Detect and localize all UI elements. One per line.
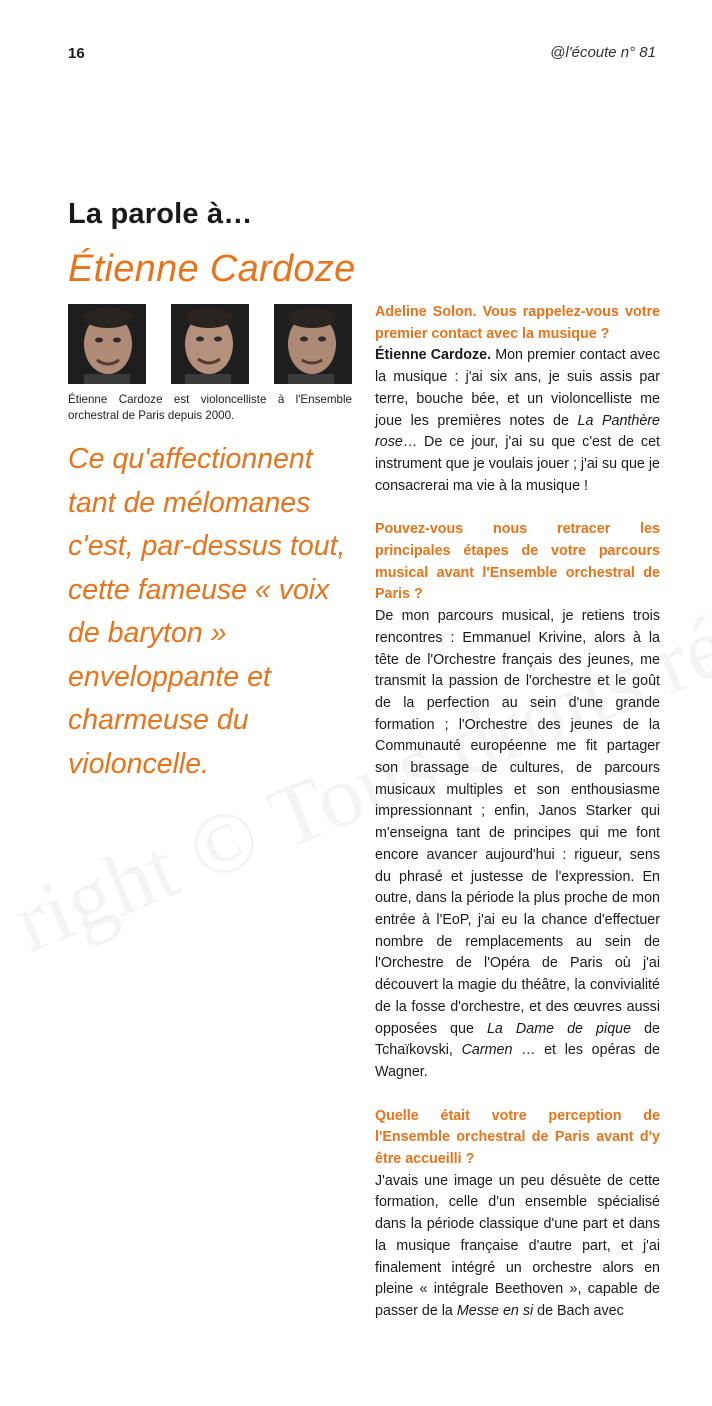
answer-3-text: J'avais une image un peu désuète de cette formation, celle d'un ensemble spécialisé dans la période classique d'une part et dans la musique française d'autre part, et j'ai finalement intégré un orchestre alors en pleine « intégrale Beethoven », capable de passer de la bbox=[375, 1172, 660, 1319]
pull-quote: Ce qu'affectionnent tant de mélomanes c'est, par-dessus tout, cette fameuse « voix de baryton » enveloppante et charmeuse du violoncelle. bbox=[68, 443, 346, 780]
answer-1 bbox=[375, 345, 660, 497]
article-kicker: La parole à… bbox=[68, 198, 253, 230]
page-number: 16 bbox=[68, 45, 85, 62]
answer-1-speaker: Étienne Cardoze. bbox=[375, 347, 492, 364]
portrait-strip bbox=[68, 304, 352, 384]
question-2: Pouvez-vous nous retracer les principales étapes de votre parcours musical avant l'Ensemble orchestral de Paris ? bbox=[375, 521, 660, 603]
answer-2-text-mid: de Tchaïkovski, bbox=[375, 1020, 660, 1059]
answer-2-text: De mon parcours musical, je retiens trois rencontres : Emmanuel Krivine, alors à la tête de l'Orchestre français des jeunes, me transmit la passion de l'orchestre et le goût de la perfection au sein d'une grande formation ; l'Orchestre des jeunes de la Communauté européenne me fit partager son brassage de cultures, de parcours musicaux multiples et son enthousiasme impressionnant ; enfin, Janos Starker qui m'enseigna tant de principes qui me font encore avancer aujourd'hui : rigueur, sens du phrasé et justesse de l'expression. En outre, dans la période la plus proche de mon entrée à l'EoP, j'ai eu la chance d'effectuer nombre de remplacements au sein de l'Orchestre de l'Opéra de Paris où j'ai découvert la magie du théâtre, la convivialité de la fosse d'orchestre, et des œuvres aussi opposées que bbox=[375, 608, 660, 1037]
answer-2 bbox=[375, 606, 660, 1083]
answer-2-title-1: La Dame de pique bbox=[486, 1020, 632, 1037]
photo-caption: Étienne Cardoze est violoncelliste à l'Ensemble orchestral de Paris depuis 2000. bbox=[68, 393, 352, 422]
question-1: Adeline Solon. Vous rappelez-vous votre premier contact avec la musique ? bbox=[375, 304, 660, 342]
portrait-photo bbox=[68, 304, 146, 384]
portrait-photo bbox=[274, 304, 352, 384]
answer-3-title: Messe en si bbox=[456, 1302, 534, 1319]
journal-issue: @l'écoute n° 81 bbox=[550, 44, 656, 61]
answer-3-text-end: de Bach avec bbox=[533, 1302, 624, 1319]
article-title-name: Étienne Cardoze bbox=[68, 248, 356, 290]
answer-1-text-end: … De ce jour, j'ai su que c'est de cet instrument que je voulais jouer ; j'ai su que je consacrerai ma vie à la musique ! bbox=[375, 434, 660, 494]
answer-3 bbox=[375, 1171, 660, 1323]
portrait-photo bbox=[171, 304, 249, 384]
question-3: Quelle était votre perception de l'Ensemble orchestral de Paris avant d'y être accueilli ? bbox=[375, 1107, 660, 1168]
answer-1-title: La Panthère rose bbox=[375, 412, 660, 451]
answer-2-title-2: Carmen bbox=[461, 1042, 513, 1059]
answer-1-text: Mon premier contact avec la musique : j'ai six ans, je suis assis par terre, bouche bée, et un violoncelliste me joue les premières notes de bbox=[375, 347, 660, 429]
answer-2-text-end: … et les opéras de Wagner. bbox=[375, 1042, 660, 1080]
interview-column bbox=[375, 302, 660, 1345]
